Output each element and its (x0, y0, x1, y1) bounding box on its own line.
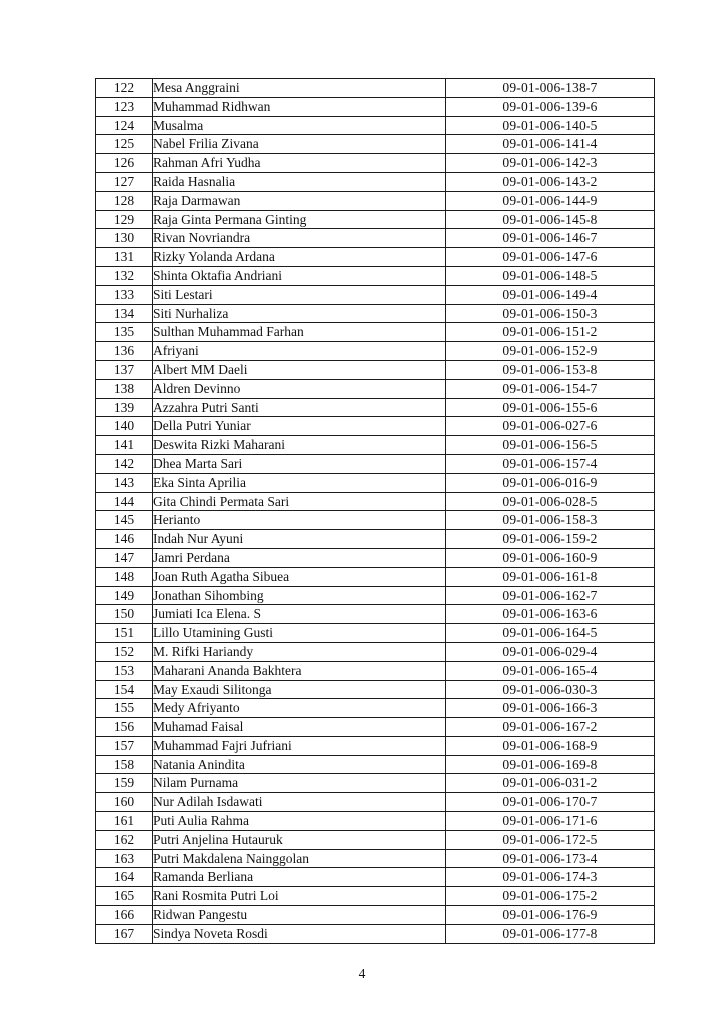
row-number-cell: 167 (96, 924, 153, 943)
row-number-cell: 156 (96, 718, 153, 737)
row-number-cell: 128 (96, 191, 153, 210)
table-row (96, 342, 655, 361)
participant-name-cell: Muhammad Ridhwan (153, 97, 446, 116)
table-row (96, 511, 655, 530)
table-row (96, 699, 655, 718)
row-number-cell: 141 (96, 436, 153, 455)
registration-id-cell: 09-01-006-146-7 (446, 229, 655, 248)
registration-id-cell: 09-01-006-145-8 (446, 210, 655, 229)
participant-name-cell: Deswita Rizki Maharani (153, 436, 446, 455)
participant-name-cell: Rani Rosmita Putri Loi (153, 887, 446, 906)
table-row (96, 774, 655, 793)
participant-name-cell: Jamri Perdana (153, 548, 446, 567)
table-row (96, 379, 655, 398)
table-row (96, 530, 655, 549)
row-number-cell: 131 (96, 248, 153, 267)
page-number: 4 (358, 966, 366, 981)
participant-name-cell: Dhea Marta Sari (153, 454, 446, 473)
registration-id-cell: 09-01-006-027-6 (446, 417, 655, 436)
participant-name-cell: Nilam Purnama (153, 774, 446, 793)
participant-name-cell: Sulthan Muhammad Farhan (153, 323, 446, 342)
row-number-cell: 149 (96, 586, 153, 605)
registration-id-cell: 09-01-006-167-2 (446, 718, 655, 737)
registration-id-cell: 09-01-006-140-5 (446, 116, 655, 135)
participant-name-cell: Siti Nurhaliza (153, 304, 446, 323)
registration-id-cell: 09-01-006-162-7 (446, 586, 655, 605)
table-row (96, 661, 655, 680)
registration-id-cell: 09-01-006-168-9 (446, 736, 655, 755)
participant-name-cell: M. Rifki Hariandy (153, 642, 446, 661)
row-number-cell: 140 (96, 417, 153, 436)
row-number-cell: 162 (96, 830, 153, 849)
table-row (96, 830, 655, 849)
participant-name-cell: Azzahra Putri Santi (153, 398, 446, 417)
table-row (96, 116, 655, 135)
registration-id-cell: 09-01-006-149-4 (446, 285, 655, 304)
participant-name-cell: Lillo Utamining Gusti (153, 624, 446, 643)
row-number-cell: 145 (96, 511, 153, 530)
registration-id-cell: 09-01-006-147-6 (446, 248, 655, 267)
table-row (96, 755, 655, 774)
table-row (96, 285, 655, 304)
participant-name-cell: Gita Chindi Permata Sari (153, 492, 446, 511)
row-number-cell: 126 (96, 154, 153, 173)
registration-id-cell: 09-01-006-174-3 (446, 868, 655, 887)
registration-id-cell: 09-01-006-139-6 (446, 97, 655, 116)
row-number-cell: 146 (96, 530, 153, 549)
row-number-cell: 154 (96, 680, 153, 699)
participant-name-cell: Natania Anindita (153, 755, 446, 774)
row-number-cell: 158 (96, 755, 153, 774)
registration-id-cell: 09-01-006-172-5 (446, 830, 655, 849)
registration-id-cell: 09-01-006-031-2 (446, 774, 655, 793)
table-row (96, 323, 655, 342)
row-number-cell: 127 (96, 172, 153, 191)
row-number-cell: 164 (96, 868, 153, 887)
participant-name-cell: Raja Ginta Permana Ginting (153, 210, 446, 229)
registration-id-cell: 09-01-006-029-4 (446, 642, 655, 661)
participant-name-cell: Putri Anjelina Hutauruk (153, 830, 446, 849)
participant-name-cell: Aldren Devinno (153, 379, 446, 398)
registration-id-cell: 09-01-006-143-2 (446, 172, 655, 191)
row-number-cell: 166 (96, 906, 153, 925)
registration-id-cell: 09-01-006-166-3 (446, 699, 655, 718)
row-number-cell: 123 (96, 97, 153, 116)
row-number-cell: 132 (96, 266, 153, 285)
table-row (96, 417, 655, 436)
row-number-cell: 142 (96, 454, 153, 473)
roster-table-body (96, 79, 655, 944)
registration-id-cell: 09-01-006-165-4 (446, 661, 655, 680)
row-number-cell: 136 (96, 342, 153, 361)
table-row (96, 736, 655, 755)
participant-name-cell: Jonathan Sihombing (153, 586, 446, 605)
row-number-cell: 160 (96, 793, 153, 812)
row-number-cell: 125 (96, 135, 153, 154)
participant-name-cell: Puti Aulia Rahma (153, 812, 446, 831)
participant-name-cell: Medy Afriyanto (153, 699, 446, 718)
row-number-cell: 150 (96, 605, 153, 624)
row-number-cell: 159 (96, 774, 153, 793)
participant-name-cell: Maharani Ananda Bakhtera (153, 661, 446, 680)
participant-name-cell: Rivan Novriandra (153, 229, 446, 248)
table-row (96, 642, 655, 661)
registration-id-cell: 09-01-006-153-8 (446, 360, 655, 379)
table-row (96, 266, 655, 285)
row-number-cell: 165 (96, 887, 153, 906)
registration-id-cell: 09-01-006-159-2 (446, 530, 655, 549)
participant-name-cell: Rizky Yolanda Ardana (153, 248, 446, 267)
registration-id-cell: 09-01-006-163-6 (446, 605, 655, 624)
table-row (96, 718, 655, 737)
row-number-cell: 153 (96, 661, 153, 680)
registration-id-cell: 09-01-006-138-7 (446, 79, 655, 98)
registration-id-cell: 09-01-006-170-7 (446, 793, 655, 812)
participant-name-cell: Ridwan Pangestu (153, 906, 446, 925)
row-number-cell: 130 (96, 229, 153, 248)
row-number-cell: 157 (96, 736, 153, 755)
participant-name-cell: Shinta Oktafia Andriani (153, 266, 446, 285)
table-row (96, 360, 655, 379)
registration-id-cell: 09-01-006-164-5 (446, 624, 655, 643)
registration-id-cell: 09-01-006-156-5 (446, 436, 655, 455)
table-row (96, 135, 655, 154)
participant-name-cell: Sindya Noveta Rosdi (153, 924, 446, 943)
participant-name-cell: Mesa Anggraini (153, 79, 446, 98)
participant-name-cell: Joan Ruth Agatha Sibuea (153, 567, 446, 586)
participant-name-cell: Jumiati Ica Elena. S (153, 605, 446, 624)
registration-id-cell: 09-01-006-175-2 (446, 887, 655, 906)
registration-id-cell: 09-01-006-016-9 (446, 473, 655, 492)
row-number-cell: 148 (96, 567, 153, 586)
registration-id-cell: 09-01-006-157-4 (446, 454, 655, 473)
table-row (96, 586, 655, 605)
registration-id-cell: 09-01-006-141-4 (446, 135, 655, 154)
table-row (96, 454, 655, 473)
participant-name-cell: Muhamad Faisal (153, 718, 446, 737)
registration-id-cell: 09-01-006-171-6 (446, 812, 655, 831)
row-number-cell: 163 (96, 849, 153, 868)
table-row (96, 248, 655, 267)
registration-id-cell: 09-01-006-177-8 (446, 924, 655, 943)
registration-id-cell: 09-01-006-169-8 (446, 755, 655, 774)
registration-id-cell: 09-01-006-161-8 (446, 567, 655, 586)
table-row (96, 473, 655, 492)
row-number-cell: 133 (96, 285, 153, 304)
registration-id-cell: 09-01-006-160-9 (446, 548, 655, 567)
registration-id-cell: 09-01-006-154-7 (446, 379, 655, 398)
table-row (96, 849, 655, 868)
table-row (96, 154, 655, 173)
row-number-cell: 147 (96, 548, 153, 567)
participant-name-cell: May Exaudi Silitonga (153, 680, 446, 699)
row-number-cell: 129 (96, 210, 153, 229)
registration-id-cell: 09-01-006-173-4 (446, 849, 655, 868)
participant-name-cell: Della Putri Yuniar (153, 417, 446, 436)
table-row (96, 812, 655, 831)
table-row (96, 548, 655, 567)
registration-id-cell: 09-01-006-158-3 (446, 511, 655, 530)
registration-id-cell: 09-01-006-176-9 (446, 906, 655, 925)
table-row (96, 680, 655, 699)
registration-id-cell: 09-01-006-151-2 (446, 323, 655, 342)
table-row (96, 210, 655, 229)
row-number-cell: 135 (96, 323, 153, 342)
table-row (96, 492, 655, 511)
participant-name-cell: Muhammad Fajri Jufriani (153, 736, 446, 755)
registration-id-cell: 09-01-006-144-9 (446, 191, 655, 210)
participant-name-cell: Nabel Frilia Zivana (153, 135, 446, 154)
row-number-cell: 139 (96, 398, 153, 417)
participant-name-cell: Putri Makdalena Nainggolan (153, 849, 446, 868)
participant-name-cell: Raja Darmawan (153, 191, 446, 210)
row-number-cell: 155 (96, 699, 153, 718)
participant-name-cell: Nur Adilah Isdawati (153, 793, 446, 812)
table-row (96, 229, 655, 248)
participant-name-cell: Afriyani (153, 342, 446, 361)
row-number-cell: 122 (96, 79, 153, 98)
table-row (96, 906, 655, 925)
participant-name-cell: Raida Hasnalia (153, 172, 446, 191)
registration-id-cell: 09-01-006-148-5 (446, 266, 655, 285)
table-row (96, 887, 655, 906)
row-number-cell: 151 (96, 624, 153, 643)
row-number-cell: 144 (96, 492, 153, 511)
registration-id-cell: 09-01-006-150-3 (446, 304, 655, 323)
registration-id-cell: 09-01-006-030-3 (446, 680, 655, 699)
table-row (96, 605, 655, 624)
participant-name-cell: Eka Sinta Aprilia (153, 473, 446, 492)
registration-id-cell: 09-01-006-152-9 (446, 342, 655, 361)
table-row (96, 191, 655, 210)
row-number-cell: 124 (96, 116, 153, 135)
participant-name-cell: Herianto (153, 511, 446, 530)
participant-name-cell: Albert MM Daeli (153, 360, 446, 379)
participant-name-cell: Musalma (153, 116, 446, 135)
table-row (96, 97, 655, 116)
table-row (96, 924, 655, 943)
participant-name-cell: Indah Nur Ayuni (153, 530, 446, 549)
row-number-cell: 161 (96, 812, 153, 831)
row-number-cell: 134 (96, 304, 153, 323)
row-number-cell: 138 (96, 379, 153, 398)
table-row (96, 624, 655, 643)
participant-name-cell: Rahman Afri Yudha (153, 154, 446, 173)
row-number-cell: 143 (96, 473, 153, 492)
registration-id-cell: 09-01-006-142-3 (446, 154, 655, 173)
registration-id-cell: 09-01-006-028-5 (446, 492, 655, 511)
table-row (96, 567, 655, 586)
row-number-cell: 137 (96, 360, 153, 379)
participant-name-cell: Ramanda Berliana (153, 868, 446, 887)
table-row (96, 793, 655, 812)
table-row (96, 398, 655, 417)
participant-name-cell: Siti Lestari (153, 285, 446, 304)
table-row (96, 79, 655, 98)
table-row (96, 172, 655, 191)
row-number-cell: 152 (96, 642, 153, 661)
table-row (96, 304, 655, 323)
registration-id-cell: 09-01-006-155-6 (446, 398, 655, 417)
table-row (96, 868, 655, 887)
table-row (96, 436, 655, 455)
roster-table (95, 78, 655, 944)
